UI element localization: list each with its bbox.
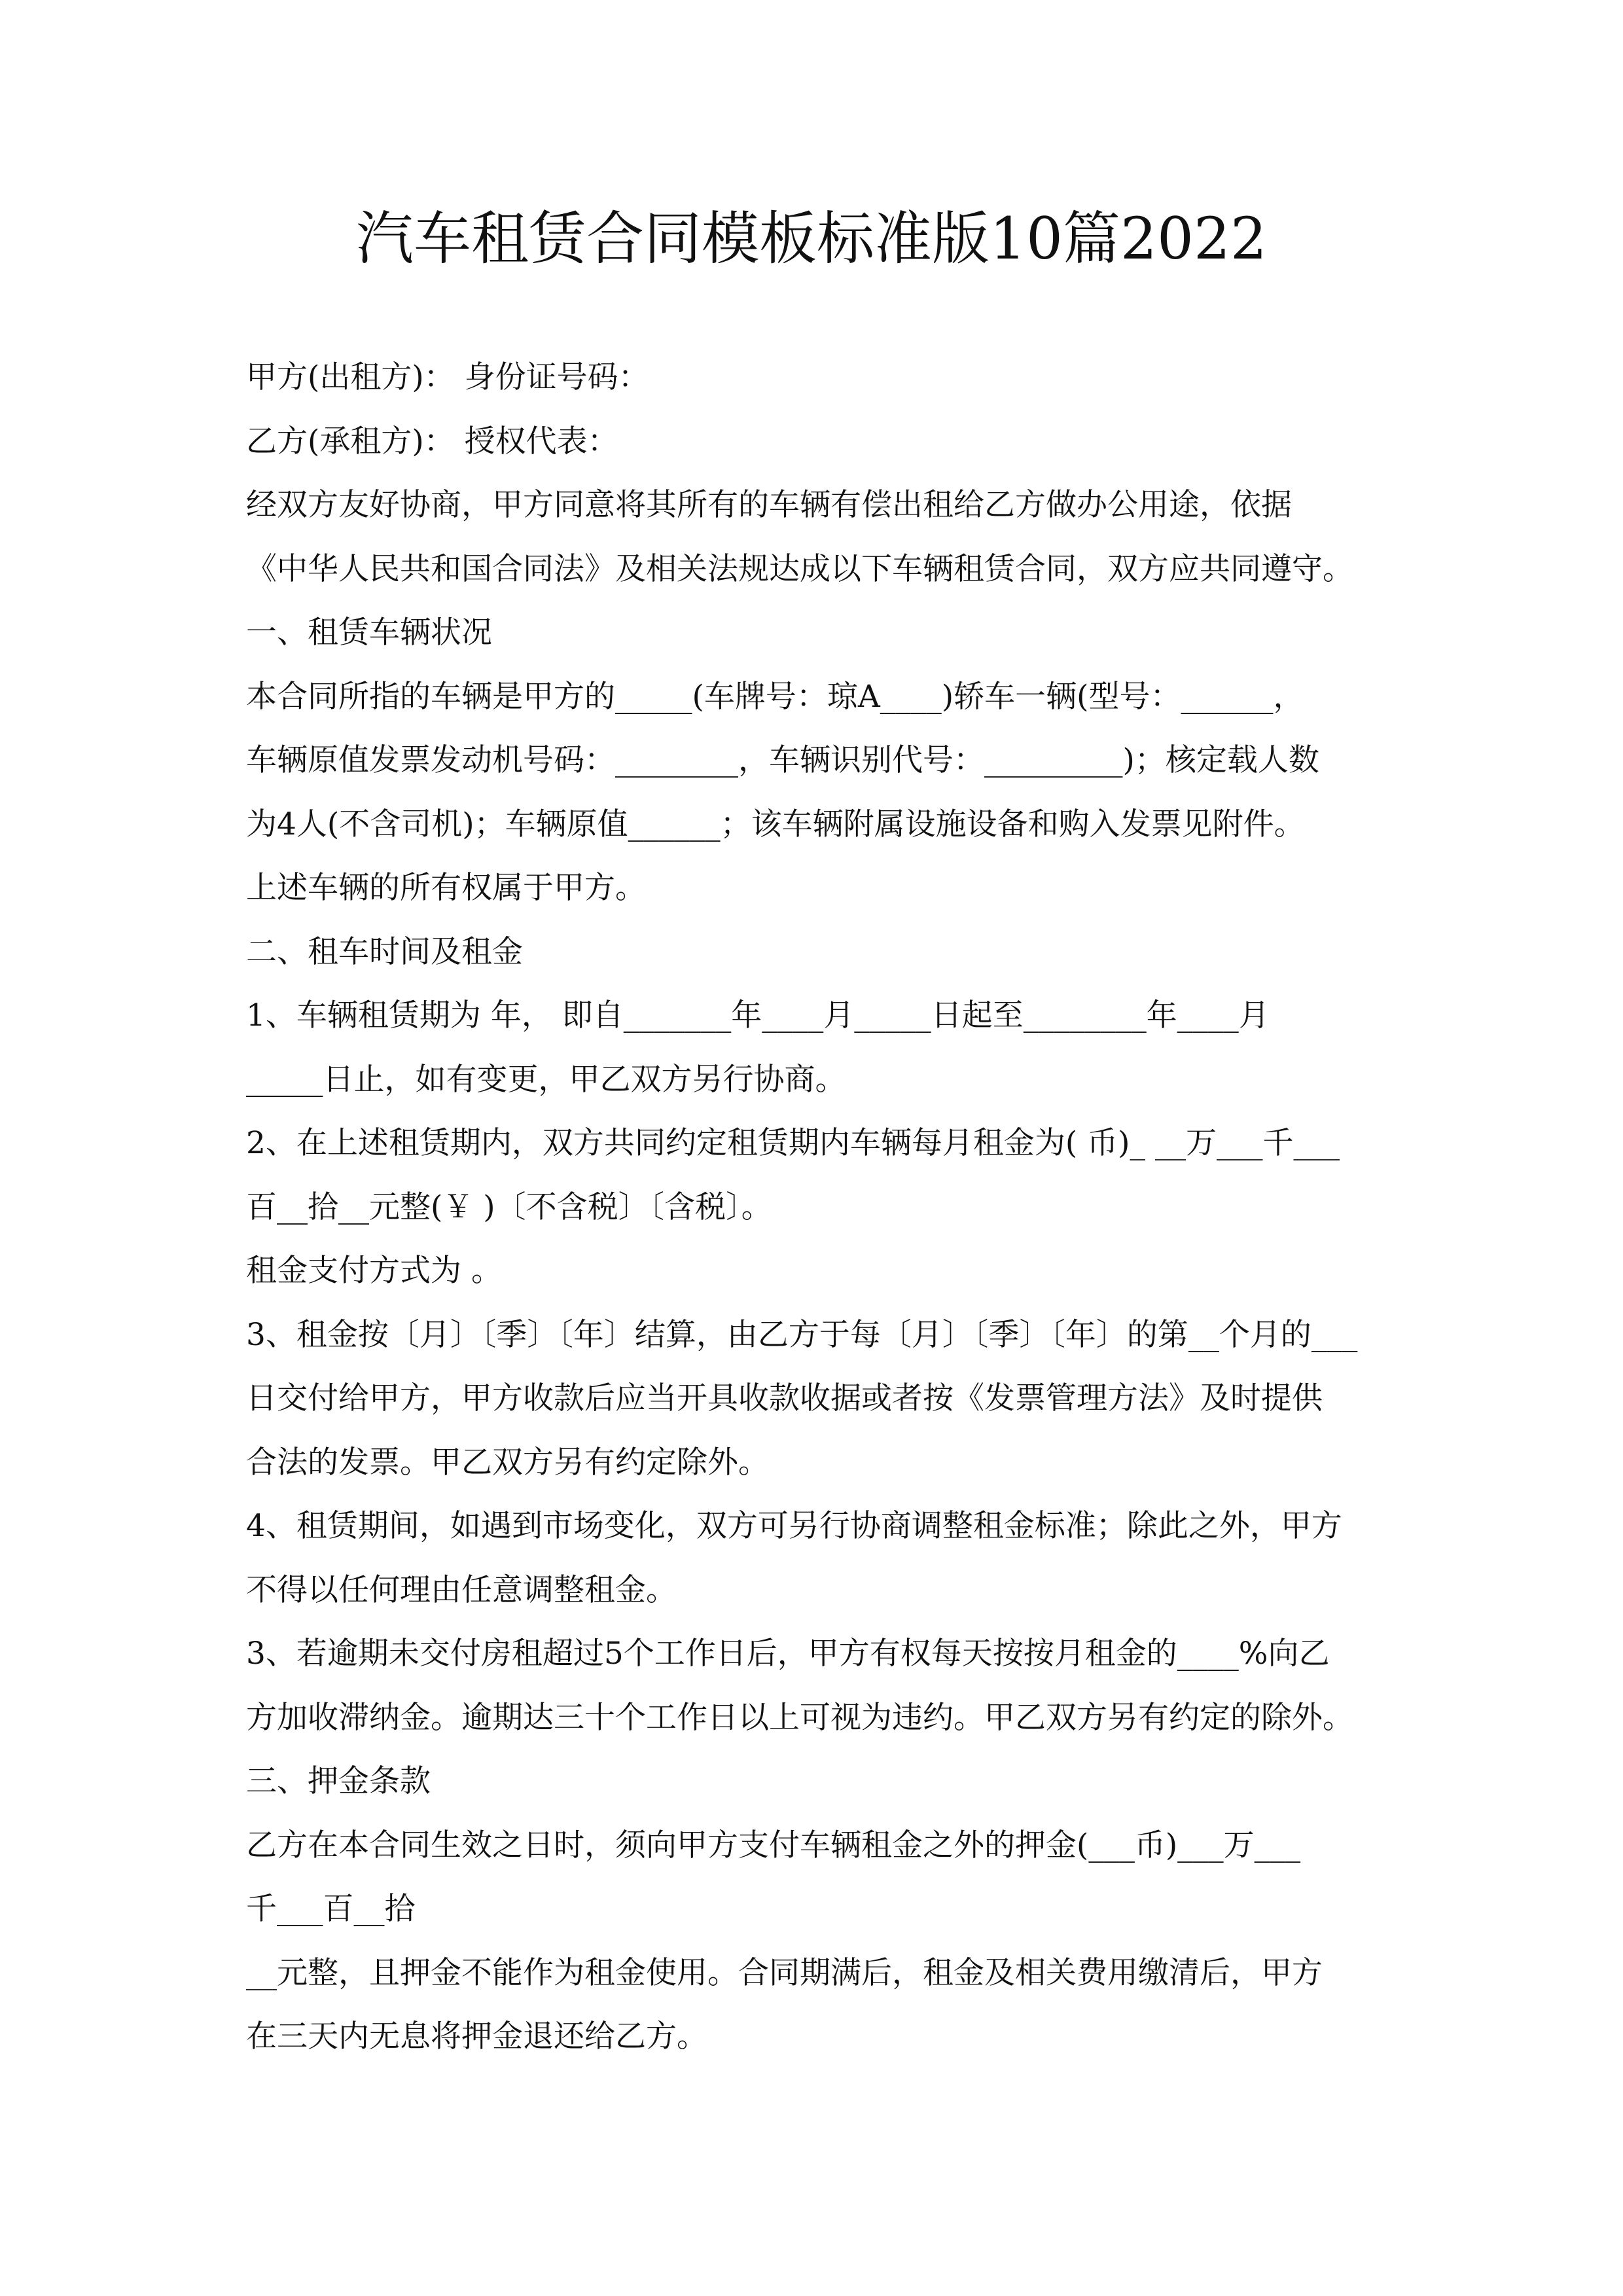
section-heading-3: 三、押金条款 bbox=[246, 1763, 431, 1799]
document-title: 汽车租赁合同模板标准版10篇2022 bbox=[356, 205, 1267, 272]
adjustment-line-1: 4、租赁期间，如遇到市场变化，双方可另行协商调整租金标准；除此之外，甲方 bbox=[246, 1508, 1342, 1544]
settlement-line-3: 合法的发票。甲乙双方另有约定除外。 bbox=[246, 1444, 769, 1480]
deposit-line-3: __元整，且押金不能作为租金使用。合同期满后，租金及相关费用缴清后，甲方 bbox=[246, 1954, 1323, 1991]
deposit-line-1: 乙方在本合同生效之日时，须向甲方支付车辆租金之外的押金(___币)___万___ bbox=[246, 1827, 1301, 1863]
deposit-line-4: 在三天内无息将押金退还给乙方。 bbox=[246, 2018, 707, 2054]
payment-method-line: 租金支付方式为 。 bbox=[246, 1253, 502, 1289]
party-b-line: 乙方(承租方)： 授权代表： bbox=[246, 423, 618, 459]
late-fee-line-1: 3、若逾期未交付房租超过5个工作日后，甲方有权每天按按月租金的____%向乙 bbox=[246, 1636, 1330, 1672]
section-heading-1: 一、租赁车辆状况 bbox=[246, 615, 492, 651]
party-a-line: 甲方(出租方)： 身份证号码： bbox=[246, 359, 649, 395]
section-heading-2: 二、租车时间及租金 bbox=[246, 933, 523, 970]
vehicle-line-3: 为4人(不含司机)；车辆原值______；该车辆附属设施设备和购入发票见附件。 bbox=[246, 806, 1305, 842]
adjustment-line-2: 不得以任何理由任意调整租金。 bbox=[246, 1571, 677, 1608]
deposit-line-2: 千___百__拾 bbox=[246, 1891, 416, 1927]
term-line-2: _____日止，如有变更，甲乙双方另行协商。 bbox=[246, 1061, 846, 1098]
settlement-line-1: 3、租金按〔月〕〔季〕〔年〕结算，由乙方于每〔月〕〔季〕〔年〕的第__个月的___ bbox=[246, 1316, 1358, 1353]
vehicle-line-1: 本合同所指的车辆是甲方的_____(车牌号：琼A____)轿车一辆(型号：______， bbox=[246, 678, 1304, 715]
vehicle-line-2: 车辆原值发票发动机号码：________，车辆识别代号：_________)；核定载人数 bbox=[246, 742, 1319, 778]
settlement-line-2: 日交付给甲方，甲方收款后应当开具收款收据或者按《发票管理方法》及时提供 bbox=[246, 1380, 1323, 1416]
preamble-line-1: 经双方友好协商，甲方同意将其所有的车辆有偿出租给乙方做办公用途，依据 bbox=[246, 487, 1292, 523]
rent-line-2: 百__拾__元整(￥ )〔不含税〕〔含税〕。 bbox=[246, 1189, 772, 1225]
ownership-line: 上述车辆的所有权属于甲方。 bbox=[246, 870, 646, 906]
document-body bbox=[246, 346, 1388, 2069]
late-fee-line-2: 方加收滞纳金。逾期达三十个工作日以上可视为违约。甲乙双方另有约定的除外。 bbox=[246, 1699, 1353, 1736]
term-line-1: 1、车辆租赁期为 年， 即自_______年____月_____日起至________年____月 bbox=[246, 997, 1270, 1033]
rent-line-1: 2、在上述租赁期内，双方共同约定租赁期内车辆每月租金为( 币)_ __万___千___ bbox=[246, 1125, 1340, 1161]
preamble-line-2: 《中华人民共和国合同法》及相关法规达成以下车辆租赁合同，双方应共同遵守。 bbox=[246, 550, 1353, 587]
